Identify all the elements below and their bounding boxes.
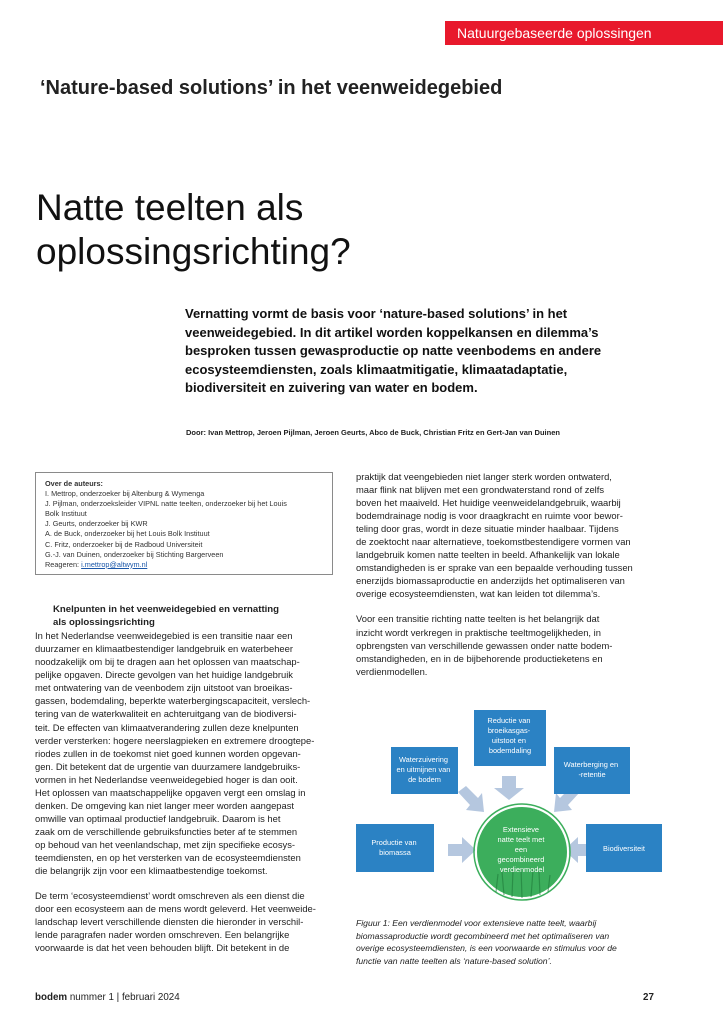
body-paragraph	[356, 612, 686, 677]
author-box-title: Over de auteurs:	[45, 479, 103, 488]
box-text-line: broeikasgas-	[487, 726, 531, 735]
author-line: C. Fritz, onderzoeker bij de Radboud Universiteit	[45, 539, 203, 549]
box-text-line: Productie van	[371, 838, 417, 847]
author-box	[35, 472, 333, 575]
caption-line: overige ecosysteemdiensten, is een voorwaarde en stimulus voor de	[356, 943, 617, 953]
body-line: praktijk dat veengebieden niet langer sterk worden ontwaterd,	[356, 471, 612, 482]
body-line: enerzijds biomassaproductie en anderzijds het optimaliseren van	[356, 575, 625, 587]
body-line: voorwaarde is dat het veen behouden blijft. Dit betekent in de	[35, 942, 290, 954]
body-line: Voor een transitie richting natte teelten is het belangrijk dat	[356, 613, 600, 625]
section-heading	[53, 604, 331, 629]
body-line: noodzakelijk om bij te dragen aan het oplossen van maatschap-	[35, 656, 300, 668]
box-reductie	[474, 710, 546, 766]
body-line: In het Nederlandse veenweidegebied is een transitie naar een	[35, 630, 293, 642]
author-line: Bolk Instituut	[45, 509, 87, 519]
lead-line: veenweidegebied. In dit artikel worden koppelkansen en dilemma’s	[185, 324, 599, 340]
byline: Door: Ivan Mettrop, Jeroen Pijlman, Jeroen Geurts, Abco de Buck, Christian Fritz en Gert-Jan van Duinen	[186, 428, 560, 437]
author-line: J. Pijlman, onderzoeksleider VIPNL natte teelten, onderzoeker bij het Louis	[45, 499, 287, 509]
box-biodiversiteit	[586, 824, 662, 872]
body-paragraph	[356, 470, 686, 600]
box-text-line: Reductie van	[487, 716, 531, 725]
lead-line: Vernatting vormt de basis voor ‘nature-based solutions’ in het	[185, 306, 568, 321]
box-waterzuivering	[391, 747, 458, 794]
page-number: 27	[643, 992, 654, 1003]
body-paragraph	[35, 629, 331, 877]
kicker-title: ‘Nature-based solutions’ in het veenweidegebied	[40, 77, 503, 99]
caption-line: biomassaproductie wordt gecombineerd met het optimaliseren van	[356, 930, 610, 941]
body-line: opbrengsten van verschillende gewassen onder natte bodem-	[356, 639, 613, 651]
body-line: gassen, bodemdaling, beperkte waterbergingscapaciteit, verslech-	[35, 695, 311, 707]
svg-text:Biodiversiteit	[603, 844, 645, 853]
body-line: die belangrijk zijn voor een klimaatbestendige toekomst.	[35, 865, 268, 877]
caption-line: Figuur 1: Een verdienmodel voor extensieve natte teelt, waarbij	[356, 918, 597, 928]
author-line: G.-J. van Duinen, onderzoeker bij Stichting Bargerveen	[45, 549, 224, 559]
center-text-line: een	[514, 845, 528, 854]
headline-line: Natte teelten als	[36, 187, 304, 228]
email-link[interactable]: i.mettrop@altwym.nl	[81, 559, 148, 569]
footer-brand: bodem	[35, 992, 68, 1003]
lead-line: besproken tussen gewasproductie op natte veenbodems en andere	[185, 343, 602, 358]
lead-paragraph	[185, 305, 665, 398]
figure-diagram	[356, 702, 686, 910]
arrow-down	[494, 776, 524, 800]
body-line: landgebruik komen natte teelten in beeld. Afhankelijk van lokale	[356, 549, 620, 561]
svg-text:Reductie van broeikasgas	[487, 716, 532, 755]
body-line: De term ‘ecosysteemdienst’ wordt omschreven als een dienst die	[35, 890, 305, 902]
box-productie	[356, 824, 434, 872]
box-text-line: biomassa	[379, 848, 411, 857]
body-line: omstandigheden, en in de bijbehorende productieketens en	[356, 652, 603, 664]
box-text-line: bodemdaling	[488, 746, 532, 755]
body-line: boven het maaiveld. Het huidige veenweidelandgebruik, waarbij	[356, 497, 621, 509]
author-line: I. Mettrop, onderzoeker bij Altenburg & Wymenga	[45, 489, 205, 499]
body-line: door een ecosysteem aan de mens wordt geleverd. Het veenweide-	[35, 903, 316, 915]
section-heading-line: als oplossingsrichting	[53, 616, 155, 628]
arrow-right	[448, 837, 476, 863]
body-line: vormen in het Nederlandse veenweidegebied hoger is dan ooit.	[35, 773, 298, 785]
body-line: verder versterken: hogere neerslagpieken en extremere droogtepe-	[35, 734, 315, 746]
body-paragraph	[35, 889, 331, 954]
left-column	[35, 604, 331, 954]
arrow-diagonal	[458, 786, 484, 812]
box-text-line: -retentie	[578, 770, 606, 779]
footer-issue	[35, 992, 180, 1003]
body-line: teemdiensten, en op het versterken van de ecosysteemdiensten	[35, 851, 301, 863]
lead-line: ecosysteemdiensten, zoals klimaatmitigatie, klimaatadaptatie,	[185, 361, 568, 377]
body-line: lende paragrafen nader worden omschreven. Een belangrijke	[35, 929, 290, 941]
box-text-line: Waterzuivering	[398, 755, 448, 764]
body-line: zaak om de verschillende gebruiksfuncties beter af te stemmen	[35, 825, 298, 837]
body-line: teit. De effecten van klimaatverandering zullen deze knelpunten	[35, 721, 299, 733]
section-heading-line: Knelpunten in het veenweidegebied en vernatting	[53, 604, 280, 615]
center-text-line: verdienmodel	[499, 865, 545, 874]
body-line: omwille van optimaal productief landgebruik. Daarom is het	[35, 812, 281, 824]
body-line: bodemdrainage nodig is voor draagkracht en ruimte voor bewor-	[356, 510, 623, 522]
body-line: omstandigheden is er sprake van een bepaalde verhouding tussen	[356, 562, 633, 574]
body-line: duurzamer en klimaatbestendiger landgebruik en waterbeheer	[35, 643, 293, 655]
reactions-line	[45, 560, 323, 570]
lead-line: biodiversiteit en zuivering van water en bodem.	[185, 380, 478, 395]
body-line: op behoud van het veenlandschap, met zijn specifieke ecosys-	[35, 838, 296, 850]
body-line: tering van de waterkwaliteit en achteruitgang van de biodiversi-	[35, 708, 297, 720]
box-text-line: de bodem	[408, 775, 441, 784]
author-line: A. de Buck, onderzoeker bij het Louis Bolk Instituut	[45, 529, 210, 539]
body-line: maar flink nat blijven met een grondwaterstand rond of zelfs	[356, 484, 605, 496]
center-text-line: gecombineerd	[497, 855, 545, 864]
body-line: inzicht wordt verkregen in praktische teeltmogelijkheden, in	[356, 626, 601, 638]
body-line: overige ecosysteemdiensten, wat kan leiden tot dilemma’s.	[356, 588, 601, 600]
footer-issue-text: nummer 1 | februari 2024	[69, 992, 180, 1003]
caption-line: functie van natte teelten als ‘nature-based solution’.	[356, 955, 552, 966]
center-circle	[474, 804, 570, 900]
body-line: de zoektocht naar alternatieve, toekomstbestendigere vormen van	[356, 536, 631, 548]
body-line: riodes zullen in de toekomst niet goed kunnen worden opgevan-	[35, 747, 301, 759]
box-text-line: en uitmijnen van	[396, 765, 451, 774]
headline-line: oplossingsrichting?	[36, 231, 351, 272]
box-waterberging	[554, 747, 630, 794]
body-line: teling door gras, wordt in deze situatie minder haalbaar. Tijdens	[356, 523, 619, 535]
body-line: pelijke opgaven. Directe gevolgen van het huidige landgebruik	[35, 669, 293, 681]
body-line: Het oplossen van maatschappelijke opgaven vergt een omslag in	[35, 786, 306, 798]
box-text-line: Biodiversiteit	[603, 844, 645, 853]
reactions-label: Reageren:	[45, 559, 80, 569]
author-line: J. Geurts, onderzoeker bij KWR	[45, 519, 148, 529]
right-column	[356, 470, 686, 678]
headline	[36, 186, 351, 274]
body-line: denken. De omgeving kan niet langer meer worden aangepast	[35, 799, 295, 811]
body-line: gen. Dit betekent dat de urgentie van duurzamere landgebruiks-	[35, 760, 301, 772]
box-text-line: uitstoot en	[491, 736, 527, 745]
box-text-line: Waterberging en	[563, 760, 619, 769]
center-text-line: Extensieve	[502, 825, 540, 834]
figure-caption	[356, 917, 686, 967]
section-tag: Natuurgebaseerde oplossingen	[445, 21, 723, 45]
body-line: landschap levert verschillende diensten die hieronder in verschil-	[35, 916, 304, 928]
body-line: verdienmodellen.	[356, 665, 428, 677]
body-line: met ontwatering van de veenbodem zijn uitstoot van broeikas-	[35, 682, 293, 694]
center-text-line: natte teelt met	[497, 835, 545, 844]
